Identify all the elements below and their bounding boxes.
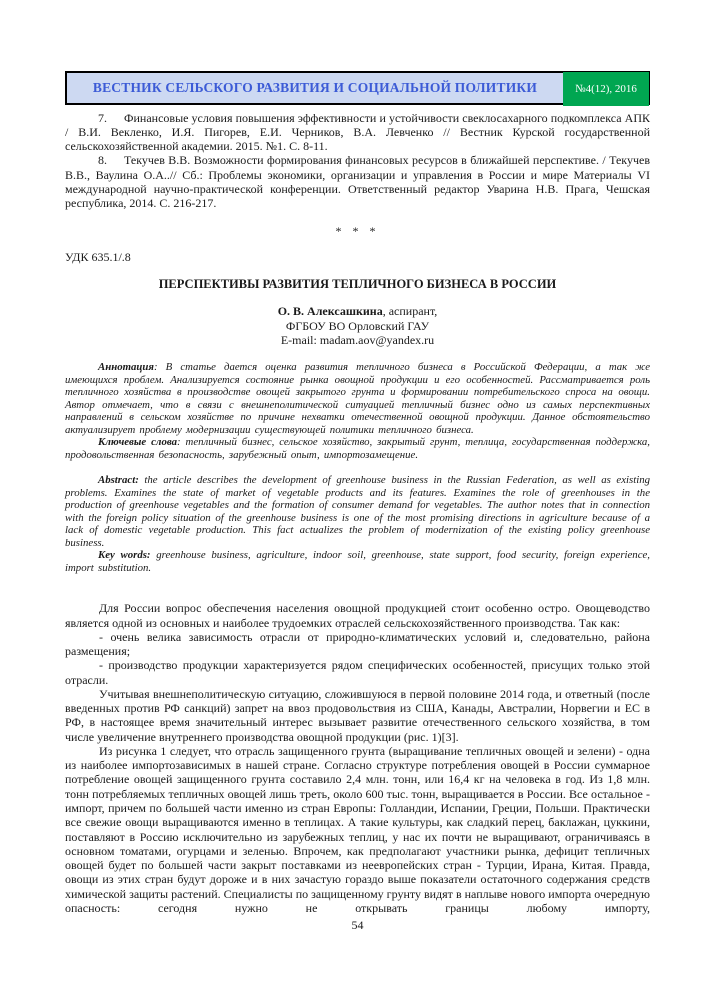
references-section <box>65 111 650 210</box>
udk-code: УДК 635.1/.8 <box>65 250 131 265</box>
reference-text: Текучев В.В. Возможности формирования финансовых ресурсов в ближайшей перспективе. / Текучев В.В., Ваулина О.А..// Сб.: Проблемы экономики, организации и управления в России и мире Материалы VI международной научно-практической конференции. Ответственный редактор Уварина Н.В. Прага, Чешская республика, 2014. С. 216-217. <box>65 153 650 210</box>
annotation-text: : В статье дается оценка развития тепличного бизнеса в Российской Федерации, а так же имеющихся проблем. Анализируется состояние рынка овощной продукции и его особенностей. Рассматривается роль тепличного хозяйства в производстве овощей закрытого грунта и формировании потребительского спроса на овощи. Автор отмечает, что в связи с внешнеполитической ситуацией тепличный бизнес одно из самых перспективных направлений в сельском хозяйстве по причине нехватки отечественной овощной продукции. Данное обстоятельство актуализирует проблему модернизации существующей политики тепличного бизнеса. <box>65 361 650 436</box>
keywords-ru-label: Ключевые слова <box>98 436 177 449</box>
keywords-ru-paragraph <box>65 436 650 461</box>
journal-header-band <box>65 71 650 105</box>
keywords-en-paragraph <box>65 549 650 574</box>
body-paragraph-5: Из рисунка 1 следует, что отрасль защищенного грунта (выращивание тепличных овощей и зелени) - одна из наиболее импортозависимых в нашей стране. Согласно структуре потребления овощей в России суммарное потребление овощей защищенного грунта составило 2,4 млн. тонн, или 16,4 кг на человека в год. Из 1,8 млн. тонн потребляемых тепличных овощей лишь треть, около 600 тыс. тонн, выращивается в России. Все остальное - импорт, причем по большей части именно из стран Европы: Голландии, Испании, Греции, Польши. Практически все свежие овощи выращиваются именно в теплицах. А такие культуры, как сладкий перец, баклажан, цуккини, поставляют в Россию исключительно из зарубежных теплиц, у нас их почти не выращивают, ограничиваясь в основном томатами, огурцами и зеленью. Впрочем, как предполагают участники рынка, дефицит тепличных овощей будет по большей части закрыт поставками из неевропейских стран - Турции, Ирана, Китая. Правда, овощи из этих стран будут дороже и в них зачастую гораздо выше показатели остаточного содержания средств химической защиты растений. Специалисты по защищенному грунту видят в наплыве нового импорта очередную опасность: сегодня нужно не открывать границы любому импорту, <box>65 743 650 915</box>
body-paragraph-3: - производство продукции характеризуется рядом специфических особенностей, присущих только этой отрасли. <box>65 658 650 687</box>
body-paragraph-4: Учитывая внешнеполитическую ситуацию, сложившуюся в первой половине 2014 года, и ответный (после введенных против РФ санкций) запрет на ввоз продовольствия из США, Канады, Австралии, Норвегии и ЕС в РФ, в настоящее время значительный интерес вызывает развитие отечественного сельского хозяйства, в том числе увеличение внутреннего производства овощной продукции (рис. 1)[3]. <box>65 686 650 744</box>
keywords-en-label: Key words: <box>98 549 151 562</box>
reference-text: Финансовые условия повышения эффективности и устойчивости свеклосахарного подкомплекса АПК / В.И. Векленко, И.Я. Пигорев, Е.И. Черников, В.А. Левченко // Вестник Курской государственной сельскохозяйственной академии. 2015. №1. С. 8-11. <box>65 111 650 154</box>
page-number: 54 <box>351 918 364 933</box>
abstract-ru-block <box>65 361 650 461</box>
annotation-label: Аннотация <box>98 361 154 374</box>
keywords-en-text: greenhouse business, agriculture, indoor soil, greenhouse, state support, food security, foreign experience, import substitution. <box>65 549 650 574</box>
section-separator: * * * <box>335 224 380 239</box>
reference-number: 8. <box>98 153 107 168</box>
issue-badge: №4(12), 2016 <box>563 72 649 106</box>
keywords-ru-text: : тепличный бизнес, сельское хозяйство, закрытый грунт, теплица, государственная поддержка, продовольственная безопасность, зарубежный опыт, импортозамещение. <box>65 436 651 461</box>
author-role: , аспирант, <box>382 304 438 319</box>
article-title: ПЕРСПЕКТИВЫ РАЗВИТИЯ ТЕПЛИЧНОГО БИЗНЕСА В РОССИИ <box>158 277 557 292</box>
author-email: E-mail: madam.aov@yandex.ru <box>280 333 435 348</box>
body-paragraph-1: Для России вопрос обеспечения населения овощной продукцией стоит особенно остро. Овощеводство является одной из основных и наиболее трудоемких отраслей сельскохозяйственного производства. Так как: <box>65 601 650 630</box>
author-block <box>65 304 650 348</box>
annotation-paragraph <box>65 361 650 436</box>
author-line <box>65 304 650 319</box>
article-body <box>65 601 650 915</box>
abstract-en-paragraph <box>65 474 650 549</box>
body-paragraph-2: - очень велика зависимость отрасли от природно-климатических условий и, следовательно, района размещения; <box>65 629 650 659</box>
author-name: О. В. Алексашкина <box>277 304 383 319</box>
reference-item-7 <box>65 111 650 153</box>
reference-item-8 <box>65 153 650 210</box>
journal-title: ВЕСТНИК СЕЛЬСКОГО РАЗВИТИЯ И СОЦИАЛЬНОЙ ПОЛИТИКИ <box>92 80 538 96</box>
reference-number: 7. <box>98 111 107 125</box>
author-affiliation: ФГБОУ ВО Орловский ГАУ <box>285 318 430 333</box>
abstract-en-text: the article describes the development of greenhouse business in the Russian Federation, as well as existing problems. Examines the state of market of vegetable products and its features. Examines the role of greenhouses in the production of greenhouse vegetables and the formation of consumer demand for vegetables. The author notes that in connection with the foreign policy situation of the greenhouse business is one of the most promising directions in agriculture because of a lack of domestic vegetable production. This fact actualizes the problem of modernization of the existing policy greenhouse business. <box>65 474 650 549</box>
abstract-en-block <box>65 474 650 574</box>
abstract-en-label: Abstract: <box>98 474 139 487</box>
